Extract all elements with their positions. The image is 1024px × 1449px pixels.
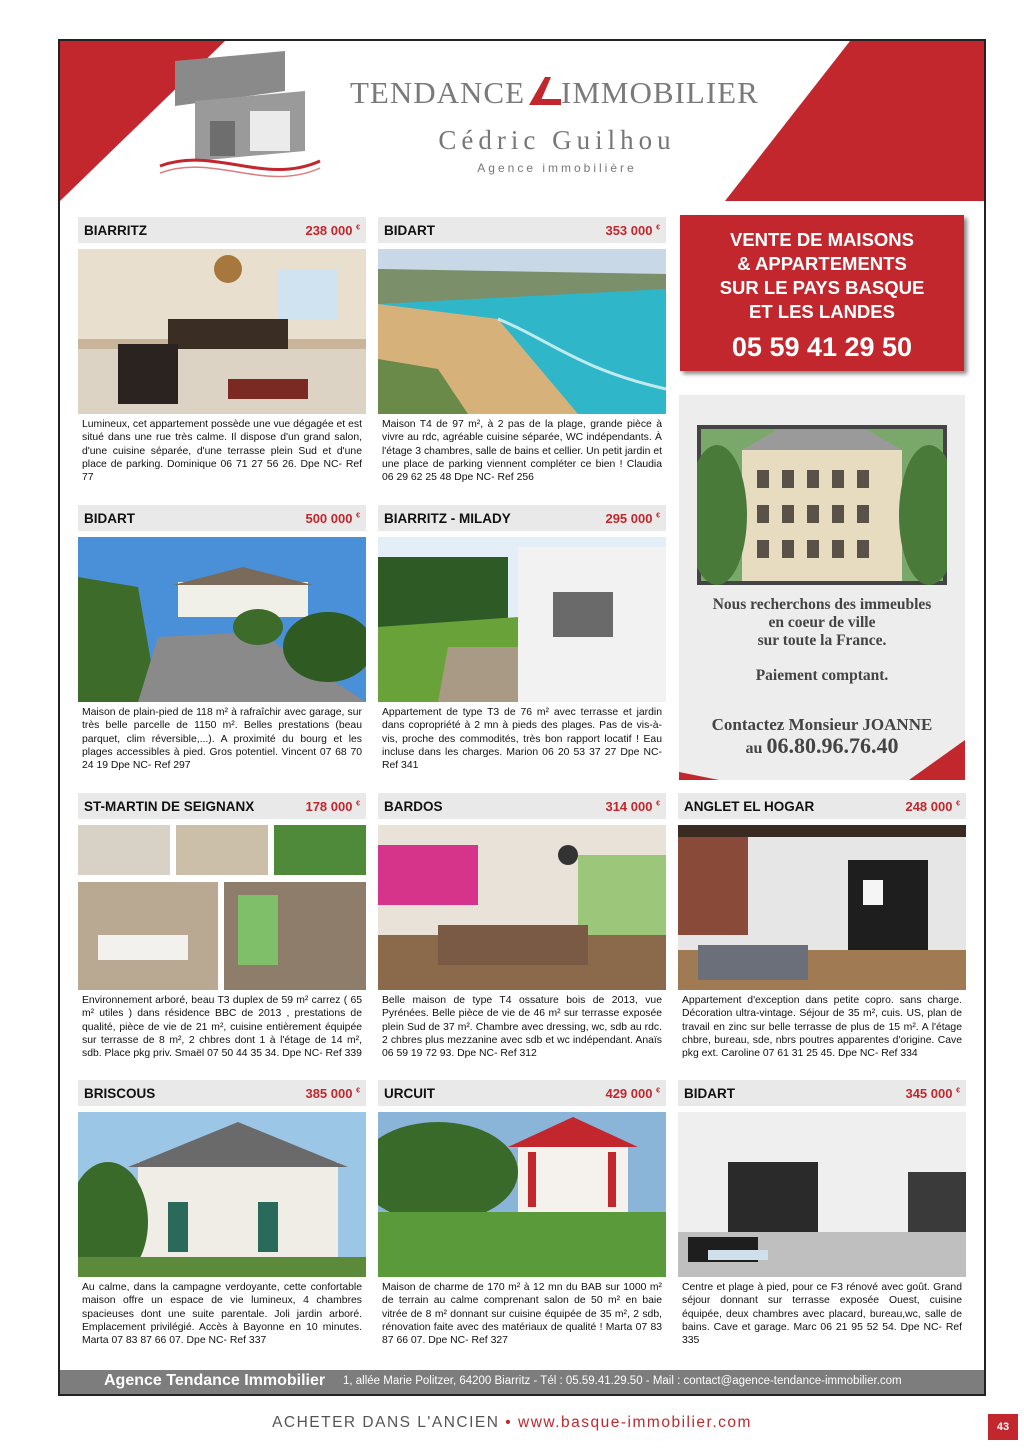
listing-header xyxy=(378,217,666,243)
listing-city: BIARRITZ - MILADY xyxy=(384,510,511,526)
listing-header xyxy=(678,793,966,819)
listing-city: BIDART xyxy=(84,510,135,526)
brand-mark-icon xyxy=(525,77,561,105)
listing-photo[interactable] xyxy=(378,1112,666,1277)
agency-header xyxy=(60,41,984,201)
footer-agency-name: Agence Tendance Immobilier xyxy=(104,1372,326,1389)
listing-description: Appartement d'exception dans petite copro. sans charge. Décoration ultra-vintage. Séjour de 35 m², cuis. US, plan de travail en zinc sur belle terrasse de plus de 15 m². A l'étage chbre, bureau, sde, nbrs poutres apparentes d'origine. Cave pkg ext. Caroline 07 61 31 25 45. Dpe NC- Ref 334 xyxy=(682,995,962,1060)
buyer-advert[interactable] xyxy=(679,395,965,780)
advert-line: & APPARTEMENTS xyxy=(737,253,907,274)
listing-description: Maison T4 de 97 m², à 2 pas de la plage, grande pièce à vivre au rdc, agréable cuisine séparée, WC indépendants. À l'étage 3 chambres, salle de bains et cellier. Un petit jardin et une place de parking viennent compléter ce bien ! Claudia 06 29 62 25 48 Dpe NC- Ref 256 xyxy=(382,419,662,484)
listing-photo[interactable] xyxy=(378,249,666,414)
listing-card[interactable] xyxy=(378,793,666,1060)
listing-description: Environnement arboré, beau T3 duplex de 59 m² carrez ( 65 m² utiles ) dans résidence BBC de 2013 , prestations de qualité, pièce de vie de 21 m², cuisine entièrement équipée sur terrasse de 8 m², 2 chbres dont 1 à l'étage de 14 m², sdb. Place pkg priv. Smaël 07 50 44 35 34. Dpe NC- Ref 339 xyxy=(82,995,362,1060)
listing-description: Au calme, dans la campagne verdoyante, cette confortable maison offre un espace de vie lumineux, 4 chambres spacieuses dont une suite parentale. Joli jardin arboré. Emplacement privilégié. Accès à Bayonne en 10 minutes. Marta 07 83 87 66 07. Dpe NC- Ref 337 xyxy=(82,1282,362,1347)
listing-price: 353 000 € xyxy=(605,222,660,238)
listing-description: Centre et plage à pied, pour ce F3 rénové avec goût. Grand séjour donnant sur terrasse exposée Ouest, cuisine équipée, deux chambres avec placard, bureau,wc, salle de bains. Cave et garage. Marc 06 21 95 52 54. Dpe NC- Ref 335 xyxy=(682,1282,962,1347)
listing-city: URCUIT xyxy=(384,1085,435,1101)
page-number: 43 xyxy=(988,1414,1018,1440)
listing-photo[interactable] xyxy=(78,249,366,414)
listing-photo[interactable] xyxy=(678,825,966,990)
listing-description: Belle maison de type T4 ossature bois de 2013, vue Pyrénées. Belle pièce de vie de 46 m² sur terrasse exposée plein Sud de 37 m². Chambre avec dressing, wc, sdb au rdc. 2 chbres plus mezzanine avec sdb et wc indépendant. Anaïs 06 59 19 72 93. Dpe NC- Ref 312 xyxy=(382,995,662,1060)
listing-price: 385 000 € xyxy=(305,1085,360,1101)
listing-header xyxy=(378,1080,666,1106)
listing-city: BIARRITZ xyxy=(84,222,147,238)
agency-footer-bar xyxy=(60,1370,984,1394)
advert-line: VENTE DE MAISONS xyxy=(730,229,914,250)
brand-title xyxy=(350,75,759,111)
sales-advert[interactable] xyxy=(680,215,964,371)
listing-header xyxy=(78,793,366,819)
listing-price: 500 000 € xyxy=(305,510,360,526)
building-photo xyxy=(697,425,947,585)
listing-price: 295 000 € xyxy=(605,510,660,526)
listing-price: 345 000 € xyxy=(905,1085,960,1101)
listing-card[interactable] xyxy=(678,793,966,1060)
listing-price: 238 000 € xyxy=(305,222,360,238)
brand-left: TENDANCE xyxy=(350,75,526,110)
advert-phone[interactable]: 05 59 41 29 50 xyxy=(731,332,913,362)
listing-card[interactable] xyxy=(78,505,366,772)
listing-city: ST-MARTIN DE SEIGNANX xyxy=(84,798,255,814)
listing-city: BRISCOUS xyxy=(84,1085,156,1101)
listing-photo[interactable] xyxy=(378,537,666,702)
owner-name: Cédric Guilhou xyxy=(438,125,676,155)
advert-red-corner-graphic xyxy=(679,740,965,780)
agency-tagline: Agence immobilière xyxy=(477,161,637,175)
listing-card[interactable] xyxy=(678,1080,966,1347)
listing-price: 248 000 € xyxy=(905,798,960,814)
listing-card[interactable] xyxy=(78,1080,366,1347)
listing-card[interactable] xyxy=(378,217,666,484)
listing-photo[interactable] xyxy=(678,1112,966,1277)
listing-header xyxy=(78,1080,366,1106)
listing-description: Lumineux, cet appartement possède une vue dégagée et est situé dans une rue très calme. Il dispose d'un grand salon, d'une cuisine séparée, d'une terrasse plein Sud et d'une place de parking. Dominique 06 71 27 56 26. Dpe NC- Ref 77 xyxy=(82,419,362,484)
listing-city: ANGLET EL HOGAR xyxy=(684,798,815,814)
advert-line: ET LES LANDES xyxy=(749,301,895,322)
listing-header xyxy=(378,505,666,531)
listing-header xyxy=(678,1080,966,1106)
listing-photo[interactable] xyxy=(378,825,666,990)
listing-photo-collage[interactable] xyxy=(78,825,366,990)
listing-price: 178 000 € xyxy=(305,798,360,814)
advert-line: SUR LE PAYS BASQUE xyxy=(719,277,925,298)
brand-right: IMMOBILIER xyxy=(561,75,759,110)
footer-bullet: • xyxy=(505,1414,513,1431)
advert-line: en coeur de ville xyxy=(768,614,876,631)
advert-phone-line[interactable]: au 06.80.96.76.40 xyxy=(745,733,899,758)
listing-card[interactable] xyxy=(378,505,666,772)
listing-description: Maison de charme de 170 m² à 12 mn du BAB sur 1000 m² de terrain au calme comprenant salon de 50 m² en baie vitrée de 8 m² donnant sur cuisine équipée de 35 m², 2 sdb, rénovation faite avec des matériaux de qualité ! Marta 07 83 87 66 07. Dpe NC- Ref 327 xyxy=(382,1282,662,1347)
advert-line: sur toute la France. xyxy=(757,632,887,649)
listing-header xyxy=(78,505,366,531)
listing-photo[interactable] xyxy=(78,537,366,702)
footer-slogan: ACHETER DANS L'ANCIEN xyxy=(272,1414,500,1431)
listing-price: 429 000 € xyxy=(605,1085,660,1101)
advert-phone: 06.80.96.76.40 xyxy=(766,733,899,758)
advert-line: Paiement comptant. xyxy=(755,667,889,684)
listing-header xyxy=(78,217,366,243)
listing-card[interactable] xyxy=(378,1080,666,1347)
listing-city: BIDART xyxy=(684,1085,735,1101)
listing-card[interactable] xyxy=(78,793,366,1060)
listing-price: 314 000 € xyxy=(605,798,660,814)
listing-card[interactable] xyxy=(78,217,366,484)
footer-url-link[interactable]: www.basque-immobilier.com xyxy=(518,1414,752,1431)
footer-contact-details[interactable]: 1, allée Marie Politzer, 64200 Biarritz - Tél : 05.59.41.29.50 - Mail : contact@agence-tendance-immobilier.com xyxy=(343,1375,902,1387)
advert-line: Nous recherchons des immeubles xyxy=(712,596,932,613)
listing-description: Appartement de type T3 de 76 m² avec terrasse et jardin dans copropriété à 2 mn à pieds des plages. Pas de vis-à-vis, proche des commodités, très bon rapport locatif ! Eau incluse dans les charges. Marion 06 20 53 37 27 Dpe NC- Ref 341 xyxy=(382,707,662,772)
listing-header xyxy=(378,793,666,819)
listing-description: Maison de plain-pied de 118 m² à rafraîchir avec garage, sur très belle parcelle de 1150 m². Belles prestations (beau parquet, clim réversible,...). A proximité du bourg et les plages accessibles à pied. Gros potentiel. Vincent 07 68 70 24 19 Dpe NC- Ref 297 xyxy=(82,707,362,772)
page-footer-line xyxy=(0,1414,1024,1432)
listing-photo[interactable] xyxy=(78,1112,366,1277)
listing-city: BIDART xyxy=(384,222,435,238)
listing-city: BARDOS xyxy=(384,798,443,814)
advert-contact: Contactez Monsieur JOANNE xyxy=(711,715,933,734)
